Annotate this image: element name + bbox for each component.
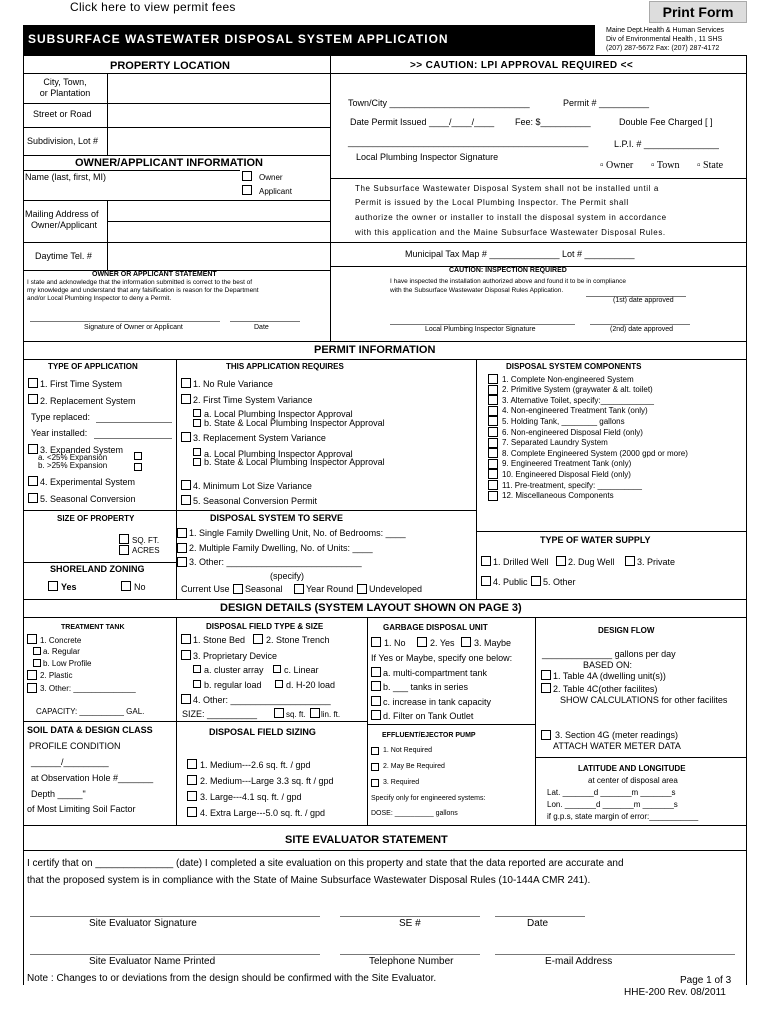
property-location-heading: PROPERTY LOCATION (110, 60, 230, 72)
component-8-checkbox[interactable] (488, 448, 498, 458)
lpi-para-4: with this application and the Maine Subsurface Wastewater Disposal Rules. (355, 228, 666, 237)
variance-3a-label: a. Local Plumbing Inspector Approval (204, 449, 353, 459)
radio-icon: ▫ (697, 160, 704, 171)
component-6-checkbox[interactable] (488, 427, 498, 437)
other-serve-checkbox[interactable] (177, 557, 187, 567)
shoreland-yes-label: Yes (61, 582, 77, 592)
capacity-field[interactable]: CAPACITY: __________ GAL. (36, 707, 145, 716)
field-heading: DISPOSAL FIELD TYPE & SIZE (206, 622, 324, 631)
garbage-no-checkbox[interactable] (371, 637, 381, 647)
inspection-title: CAUTION: INSPECTION REQUIRED (449, 267, 567, 274)
h20-checkbox[interactable] (275, 680, 283, 688)
medium-checkbox[interactable] (187, 759, 197, 769)
plastic-label: 2. Plastic (40, 671, 73, 680)
component-6-label: 6. Non-engineered Disposal Field (only) (502, 427, 643, 437)
component-4-checkbox[interactable] (488, 406, 498, 416)
second-date-label[interactable]: (2nd) date approved (610, 326, 674, 333)
dose-field[interactable]: DOSE: __________ gallons (371, 810, 458, 817)
extra-large-label: 4. Extra Large---5.0 sq. ft. / gpd (200, 808, 326, 818)
component-5-checkbox[interactable] (488, 416, 498, 426)
experimental-checkbox[interactable] (28, 476, 38, 486)
variance-3b-label: b. State & Local Plumbing Inspector Approval (204, 457, 385, 467)
plastic-checkbox[interactable] (27, 670, 37, 680)
garbage-heading: GARBAGE DISPOSAL UNIT (383, 623, 488, 632)
other-field-label: 4. Other: ____________________ (193, 695, 331, 705)
tanks-series-label: b. ___ tanks in series (383, 682, 469, 692)
regular-label: a. Regular (43, 647, 80, 656)
stone-bed-checkbox[interactable] (181, 634, 191, 644)
agency-line2: Div of Environmental Health , 11 SHS (606, 36, 723, 43)
lpi-para-2: Permit is issued by the Local Plumbing Inspector. The Permit shall (355, 198, 629, 207)
lpi-number-field[interactable]: L.P.I. # _______________ (614, 139, 719, 149)
field-size-field[interactable]: SIZE: __________ (182, 709, 258, 719)
multi-compartment-checkbox[interactable] (371, 667, 381, 677)
cluster-checkbox[interactable] (193, 665, 201, 673)
table4c-checkbox[interactable] (541, 683, 551, 693)
year-installed-label: Year installed: (31, 428, 88, 438)
component-12-checkbox[interactable] (488, 491, 498, 501)
concrete-label: 1. Concrete (40, 636, 82, 645)
undeveloped-checkbox[interactable] (357, 584, 367, 594)
town-radio-label: Town (656, 160, 680, 171)
owner-radio[interactable] (600, 160, 633, 172)
lpi-para-1: The Subsurface Wastewater Disposal System shall not be installed until a (355, 184, 659, 193)
radio-icon: ▫ (600, 160, 607, 171)
lpi-caution: >> CAUTION: LPI APPROVAL REQUIRED << (410, 60, 634, 71)
serve-heading: DISPOSAL SYSTEM TO SERVE (210, 513, 344, 523)
owner-checkbox[interactable] (242, 171, 252, 181)
gallons-field[interactable]: ______________ gallons per day (542, 649, 676, 659)
component-9-label: 9. Engineered Treatment Tank (only) (502, 459, 632, 469)
plantation-label: or Plantation (39, 88, 91, 98)
print-form-button[interactable]: Print Form (649, 1, 747, 23)
inspection-text-1: I have inspected the installation authorized above and found it to be in compliance (390, 278, 626, 285)
pump1-checkbox[interactable] (371, 747, 379, 755)
concrete-checkbox[interactable] (27, 634, 37, 644)
multi-compartment-label: a. multi-compartment tank (383, 668, 488, 678)
other-serve-label: 3. Other: ___________________________ (189, 557, 362, 567)
street-label: Street or Road (33, 109, 92, 119)
sqft-unit-label: sq. ft. (286, 710, 306, 719)
no-variance-checkbox[interactable] (181, 378, 191, 388)
exp-a-label: a. <25% Expansion (38, 453, 108, 462)
certify-line-1: I certify that on ______________ (date) I completed a site evaluation on this property and state that the data reported are accurate and (27, 858, 624, 869)
replacement-variance-checkbox[interactable] (181, 432, 191, 442)
gps-field[interactable]: if g.p.s, state margin of error:___________ (547, 812, 699, 821)
variance-3a-checkbox[interactable] (193, 448, 201, 456)
filter-label: d. Filter on Tank Outlet (383, 711, 474, 721)
component-10-label: 10. Engineered Disposal Field (only) (502, 469, 631, 479)
owner-label: Owner (259, 173, 283, 182)
lat-field[interactable]: Lat. _______d _______m _______s (547, 788, 676, 797)
profile-field[interactable]: ______/_________ (31, 757, 109, 767)
subdivision-label: Subdivision, Lot # (27, 136, 99, 146)
owner-date-label[interactable]: Date (254, 324, 269, 331)
limiting-label: of Most Limiting Soil Factor (27, 804, 136, 814)
large-label: 3. Large---4.1 sq. ft. / gpd (200, 792, 302, 802)
expanded-label: 3. Expanded System (40, 445, 124, 455)
inspection-text-2: with the Subsurface Wastewater Disposal Rules Application. (390, 287, 564, 294)
se-phone-label[interactable]: Telephone Number (369, 956, 454, 967)
component-7-checkbox[interactable] (488, 438, 498, 448)
increase-capacity-label: c. increase in tank capacity (383, 697, 492, 707)
seasonal-conv-label: 5. Seasonal Conversion (40, 494, 136, 504)
exp-b-label: b. >25% Expansion (38, 461, 108, 470)
regular-load-checkbox[interactable] (193, 680, 201, 688)
medium-large-label: 2. Medium---Large 3.3 sq. ft / gpd (200, 776, 334, 786)
low-profile-checkbox[interactable] (33, 659, 41, 667)
se-name-label[interactable]: Site Evaluator Name Printed (89, 956, 216, 967)
latlon-sub: at center of disposal area (588, 776, 678, 785)
show-calc-label: SHOW CALCULATIONS for other facilites (560, 695, 728, 705)
pump1-label: 1. Not Required (383, 747, 433, 754)
sizing-heading: DISPOSAL FIELD SIZING (209, 727, 316, 737)
experimental-label: 4. Experimental System (40, 477, 136, 487)
variance-2b-label: b. State & Local Plumbing Inspector Approval (204, 418, 385, 428)
cluster-label: a. cluster array (204, 665, 264, 675)
component-8-label: 8. Complete Engineered System (2000 gpd or more) (502, 448, 688, 458)
private-label: 3. Private (637, 557, 676, 567)
form-title: SUBSURFACE WASTEWATER DISPOSAL SYSTEM APPLICATION (28, 32, 449, 46)
medium-label: 1. Medium---2.6 sq. ft. / gpd (200, 760, 311, 770)
applicant-checkbox[interactable] (242, 185, 252, 195)
first-variance-label: 2. First Time System Variance (193, 395, 313, 405)
garbage-yes-label: 2. Yes (430, 638, 455, 648)
extra-large-checkbox[interactable] (187, 807, 197, 817)
tel-label: Daytime Tel. # (35, 251, 92, 261)
se-email-label[interactable]: E-mail Address (545, 956, 613, 967)
se-date-label[interactable]: Date (527, 918, 549, 929)
undeveloped-label: Undeveloped (369, 584, 423, 594)
low-profile-label: b. Low Profile (43, 659, 92, 668)
owner-statement-title: OWNER OR APPLICANT STATEMENT (92, 271, 217, 278)
pump-specify-label: Specify only for engineered systems: (371, 795, 486, 802)
component-3-label: 3. Alternative Toilet, specify:____________ (502, 395, 654, 405)
pump3-checkbox[interactable] (371, 779, 379, 787)
sqft-checkbox[interactable] (119, 534, 129, 544)
note-text: Note : Changes to or deviations from the design should be confirmed with the Site Evaluator. (27, 973, 437, 984)
exp-a-checkbox[interactable] (134, 452, 142, 460)
se-number-label[interactable]: SE # (399, 918, 421, 929)
table4c-label: 2. Table 4C(other facilites) (553, 684, 658, 694)
garbage-maybe-checkbox[interactable] (461, 637, 471, 647)
double-fee-field[interactable]: Double Fee Charged [ ] (619, 117, 713, 127)
radio-icon: ▫ (651, 160, 657, 171)
component-11-label: 11. Pre-treatment, specify: __________ (502, 480, 642, 490)
section4g-checkbox[interactable] (541, 730, 551, 740)
dug-well-checkbox[interactable] (556, 556, 566, 566)
component-11-checkbox[interactable] (488, 480, 498, 490)
type-replaced-label: Type replaced: (31, 412, 91, 422)
lin-unit-label: lin. ft. (321, 710, 341, 719)
drilled-well-checkbox[interactable] (481, 556, 491, 566)
depth-field[interactable]: Depth _____" (31, 789, 86, 799)
component-3-checkbox[interactable] (488, 395, 498, 405)
component-4-label: 4. Non-engineered Treatment Tank (only) (502, 406, 648, 416)
components-heading: DISPOSAL SYSTEM COMPONENTS (506, 362, 642, 371)
permit-fees-link[interactable]: Click here to view permit fees (70, 0, 236, 14)
drilled-well-label: 1. Drilled Well (493, 557, 549, 567)
other-tank-checkbox[interactable] (27, 683, 37, 693)
public-checkbox[interactable] (481, 576, 491, 586)
lpi-sig-line[interactable]: ________________________________________________ (348, 137, 589, 147)
permit-info-heading: PERMIT INFORMATION (314, 344, 436, 356)
lon-field[interactable]: Lon. _______d _______m _______s (547, 800, 678, 809)
state-radio[interactable] (697, 160, 723, 172)
year-round-checkbox[interactable] (294, 584, 304, 594)
size-heading: SIZE OF PROPERTY (57, 514, 135, 523)
owner-radio-label: Owner (606, 160, 634, 171)
first-variance-checkbox[interactable] (181, 394, 191, 404)
owner-statement-2: my knowledge and understand that any falsification is reason for the Department (27, 287, 259, 294)
name-label: Name (last, first, MI) (25, 172, 107, 182)
meter-label: ATTACH WATER METER DATA (553, 741, 681, 751)
date-issued-field[interactable]: Date Permit Issued ____/____/____ (350, 117, 495, 127)
tanks-series-checkbox[interactable] (371, 681, 381, 691)
acres-checkbox[interactable] (119, 545, 129, 555)
garbage-no-label: 1. No (384, 638, 406, 648)
pump2-checkbox[interactable] (371, 763, 379, 771)
section4g-label: 3. Section 4G (meter readings) (555, 730, 679, 740)
agency-line1: Maine Dept.Health & Human Services (606, 27, 724, 34)
proprietary-label: 3. Proprietary Device (193, 651, 278, 661)
city-label: City, Town, (43, 77, 87, 87)
garbage-maybe-label: 3. Maybe (474, 638, 512, 648)
owner-signature-label[interactable]: Signature of Owner or Applicant (84, 324, 183, 331)
form-number: HHE-200 Rev. 08/2011 (624, 987, 726, 998)
tax-map-field[interactable]: Municipal Tax Map # ______________ Lot # __________ (405, 249, 635, 259)
multi-family-checkbox[interactable] (177, 543, 187, 553)
certify-line-2: that the proposed system is in compliance with the State of Maine Subsurface Wastewater Disposal Rules (10-144A CMR 241). (27, 875, 591, 886)
expanded-checkbox[interactable] (28, 444, 38, 454)
pump3-label: 3. Required (383, 779, 420, 786)
site-heading: SITE EVALUATOR STATEMENT (285, 834, 448, 846)
component-1-checkbox[interactable] (488, 374, 498, 384)
specify-label: (specify) (270, 571, 305, 581)
based-on-label: BASED ON: (583, 660, 633, 670)
acres-label: ACRES (132, 546, 160, 555)
h20-label: d. H-20 load (286, 680, 336, 690)
owner-statement-3: and/or Local Plumbing Inspector to deny a Permit. (27, 295, 172, 302)
first-date-label[interactable]: (1st) date approved (613, 297, 674, 304)
current-use-label: Current Use (181, 584, 230, 594)
applicant-label: Applicant (259, 187, 292, 196)
mailing-label: Mailing Address of (25, 209, 99, 219)
state-radio-label: State (703, 160, 724, 171)
increase-capacity-checkbox[interactable] (371, 696, 381, 706)
regular-load-label: b. regular load (204, 680, 262, 690)
garbage-yes-checkbox[interactable] (417, 637, 427, 647)
latlon-heading: LATITUDE AND LONGITUDE (578, 764, 686, 773)
single-family-label: 1. Single Family Dwelling Unit, No. of Bedrooms: ____ (189, 528, 406, 538)
first-time-checkbox[interactable] (28, 378, 38, 388)
shoreland-no-label: No (134, 582, 146, 592)
component-7-label: 7. Separated Laundry System (502, 438, 608, 448)
lin-unit-checkbox[interactable] (310, 708, 320, 718)
profile-label: PROFILE CONDITION (29, 741, 121, 751)
regular-checkbox[interactable] (33, 647, 41, 655)
pump2-label: 2. May Be Required (383, 763, 445, 770)
linear-checkbox[interactable] (273, 665, 281, 673)
lpi-signature-label-2[interactable]: Local Plumbing Inspector Signature (425, 326, 536, 333)
agency-line3: (207) 287-5672 Fax: (207) 287-4172 (606, 45, 720, 52)
sqft-unit-checkbox[interactable] (274, 708, 284, 718)
owner-statement-1: I state and acknowledge that the information submitted is correct to the best of (27, 279, 253, 286)
first-time-label: 1. First Time System (40, 379, 123, 389)
component-12-label: 12. Miscellaneous Components (502, 491, 614, 501)
no-variance-label: 1. No Rule Variance (193, 379, 273, 389)
other-field-checkbox[interactable] (181, 694, 191, 704)
tank-heading: TREATMENT TANK (61, 624, 125, 631)
replacement-label: 2. Replacement System (40, 396, 136, 406)
pump-heading: EFFLUENT/EJECTOR PUMP (382, 732, 476, 739)
soil-heading: SOIL DATA & DESIGN CLASS (27, 725, 153, 735)
other-water-label: 5. Other (543, 577, 576, 587)
dug-well-label: 2. Dug Well (568, 557, 615, 567)
seasonal-permit-checkbox[interactable] (181, 495, 191, 505)
variance-2b-checkbox[interactable] (193, 419, 201, 427)
linear-label: c. Linear (284, 665, 319, 675)
single-family-checkbox[interactable] (177, 528, 187, 538)
table4a-label: 1. Table 4A (dwelling unit(s)) (553, 671, 666, 681)
component-2-label: 2. Primitive System (graywater & alt. toilet) (502, 385, 653, 395)
mailing-label2: Owner/Applicant (31, 220, 98, 230)
design-flow-heading: DESIGN FLOW (598, 626, 655, 635)
seasonal-permit-label: 5. Seasonal Conversion Permit (193, 496, 318, 506)
water-heading: TYPE OF WATER SUPPLY (540, 535, 651, 545)
obs-hole-field[interactable]: at Observation Hole #_______ (31, 773, 154, 783)
replacement-checkbox[interactable] (28, 394, 38, 404)
stone-bed-label: 1. Stone Bed (193, 635, 246, 645)
variance-3b-checkbox[interactable] (193, 458, 201, 466)
lpi-signature-label: Local Plumbing Inspector Signature (356, 152, 499, 162)
shoreland-heading: SHORELAND ZONING (50, 564, 145, 574)
variance-2a-label: a. Local Plumbing Inspector Approval (204, 409, 353, 419)
seasonal-conv-checkbox[interactable] (28, 493, 38, 503)
other-water-checkbox[interactable] (531, 576, 541, 586)
type-application-heading: TYPE OF APPLICATION (48, 362, 138, 371)
public-label: 4. Public (493, 577, 528, 587)
lot-size-checkbox[interactable] (181, 480, 191, 490)
lpi-para-3: authorize the owner or installer to install the disposal system in accordance (355, 213, 667, 222)
component-9-checkbox[interactable] (488, 459, 498, 469)
owner-info-heading: OWNER/APPLICANT INFORMATION (75, 157, 264, 169)
town-city-field[interactable]: Town/City ____________________________ (348, 98, 530, 108)
stone-trench-checkbox[interactable] (253, 634, 263, 644)
table4a-checkbox[interactable] (541, 670, 551, 680)
filter-checkbox[interactable] (371, 710, 381, 720)
component-1-label: 1. Complete Non-engineered System (502, 374, 634, 384)
component-10-checkbox[interactable] (488, 469, 498, 479)
large-checkbox[interactable] (187, 791, 197, 801)
lot-size-label: 4. Minimum Lot Size Variance (193, 481, 312, 491)
proprietary-checkbox[interactable] (181, 650, 191, 660)
se-signature-label[interactable]: Site Evaluator Signature (89, 918, 197, 929)
stone-trench-label: 2. Stone Trench (266, 635, 330, 645)
design-heading: DESIGN DETAILS (SYSTEM LAYOUT SHOWN ON PAGE 3) (220, 602, 522, 614)
component-2-checkbox[interactable] (488, 385, 498, 395)
exp-b-checkbox[interactable] (134, 463, 142, 471)
multi-family-label: 2. Multiple Family Dwelling, No. of Units: ____ (189, 543, 373, 553)
component-5-label: 5. Holding Tank, ________ gallons (502, 416, 625, 426)
other-tank-label: 3. Other: ______________ (40, 684, 136, 693)
year-round-label: Year Round (306, 584, 354, 594)
shoreland-no-checkbox[interactable] (121, 581, 131, 591)
permit-number-field[interactable]: Permit # __________ (563, 98, 650, 108)
medium-large-checkbox[interactable] (187, 775, 197, 785)
town-radio[interactable] (651, 160, 680, 172)
page-number: Page 1 of 3 (680, 975, 732, 986)
garbage-if-label: If Yes or Maybe, specify one below: (371, 653, 513, 663)
shoreland-yes-checkbox[interactable] (48, 581, 58, 591)
sqft-label: SQ. FT. (132, 536, 160, 545)
requires-heading: THIS APPLICATION REQUIRES (226, 362, 344, 371)
variance-2a-checkbox[interactable] (193, 409, 201, 417)
private-checkbox[interactable] (625, 556, 635, 566)
seasonal-use-checkbox[interactable] (233, 584, 243, 594)
fee-field[interactable]: Fee: $__________ (515, 117, 591, 127)
replacement-variance-label: 3. Replacement System Variance (193, 433, 326, 443)
seasonal-use-label: Seasonal (245, 584, 283, 594)
